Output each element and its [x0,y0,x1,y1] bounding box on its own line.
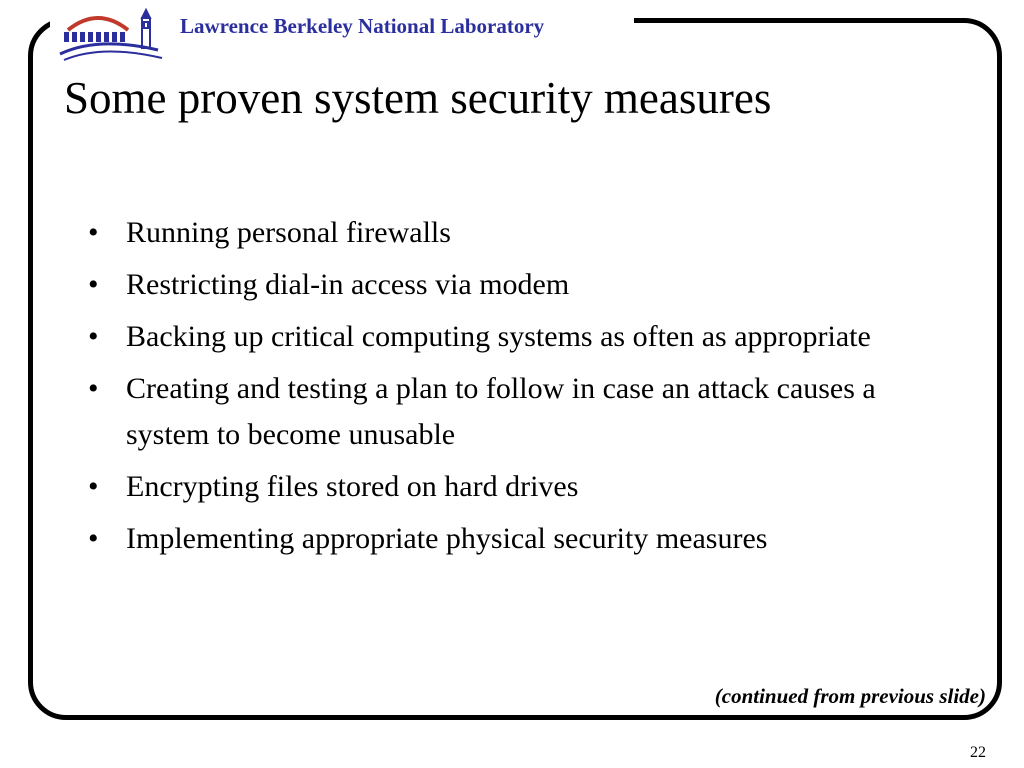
bullet-text: Encrypting files stored on hard drives [126,470,579,503]
bullet-item [82,464,942,510]
bullet-dot: • [88,320,99,353]
slide-title: Some proven system security measures [64,73,772,123]
bullet-item [82,516,942,562]
bullet-item [82,262,942,308]
bullet-text: Creating and testing a plan to follow in case an attack causes a system to become unusable [126,372,876,451]
bullet-item [82,210,942,256]
bullet-text: Backing up critical computing systems as often as appropriate [126,320,871,353]
bullet-dot: • [88,522,99,555]
bullet-item [82,366,942,458]
lbnl-logo-icon [58,6,166,70]
bullet-text: Implementing appropriate physical security measures [126,522,768,555]
page-number: 22 [970,744,986,761]
bullet-list [82,210,942,568]
continued-note: (continued from previous slide) [714,684,986,708]
bullet-dot: • [88,268,99,301]
bullet-dot: • [88,216,99,249]
bullet-text: Restricting dial-in access via modem [126,268,570,301]
bullet-dot: • [88,470,99,503]
organization-name: Lawrence Berkeley National Laboratory [180,14,545,38]
bullet-text: Running personal firewalls [126,216,451,249]
bullet-item [82,314,942,360]
bullet-dot: • [88,372,99,405]
